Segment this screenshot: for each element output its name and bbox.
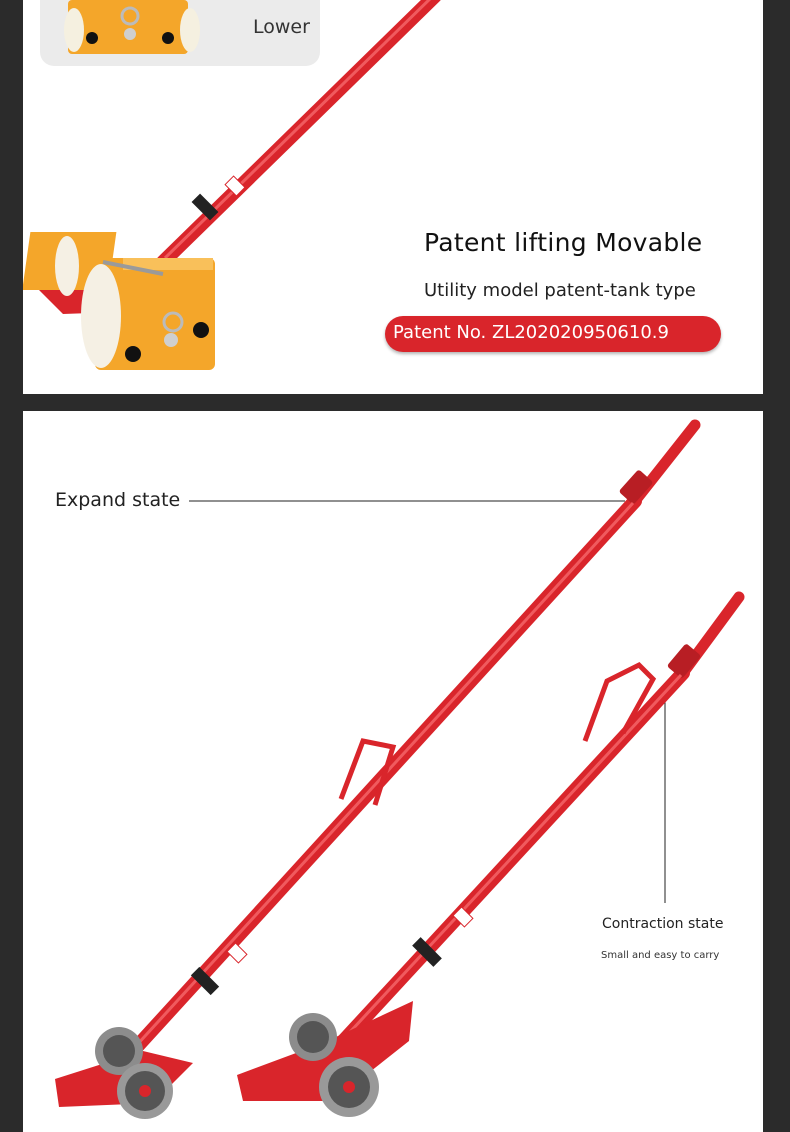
contraction-state-sublabel: Small and easy to carry bbox=[601, 950, 720, 961]
product-panel-bottom bbox=[23, 411, 763, 1132]
product-panel-top bbox=[23, 0, 763, 394]
product-subtitle: Utility model patent-tank type bbox=[424, 280, 696, 301]
expand-contract-illustration bbox=[23, 411, 763, 1132]
expand-state-label: Expand state bbox=[55, 489, 181, 511]
contraction-state-label: Contraction state bbox=[602, 916, 724, 932]
patent-number: Patent No. ZL202020950610.9 bbox=[393, 322, 669, 343]
patent-badge bbox=[385, 316, 721, 352]
product-title: Patent lifting Movable bbox=[424, 228, 703, 257]
lower-label: Lower bbox=[253, 16, 310, 38]
